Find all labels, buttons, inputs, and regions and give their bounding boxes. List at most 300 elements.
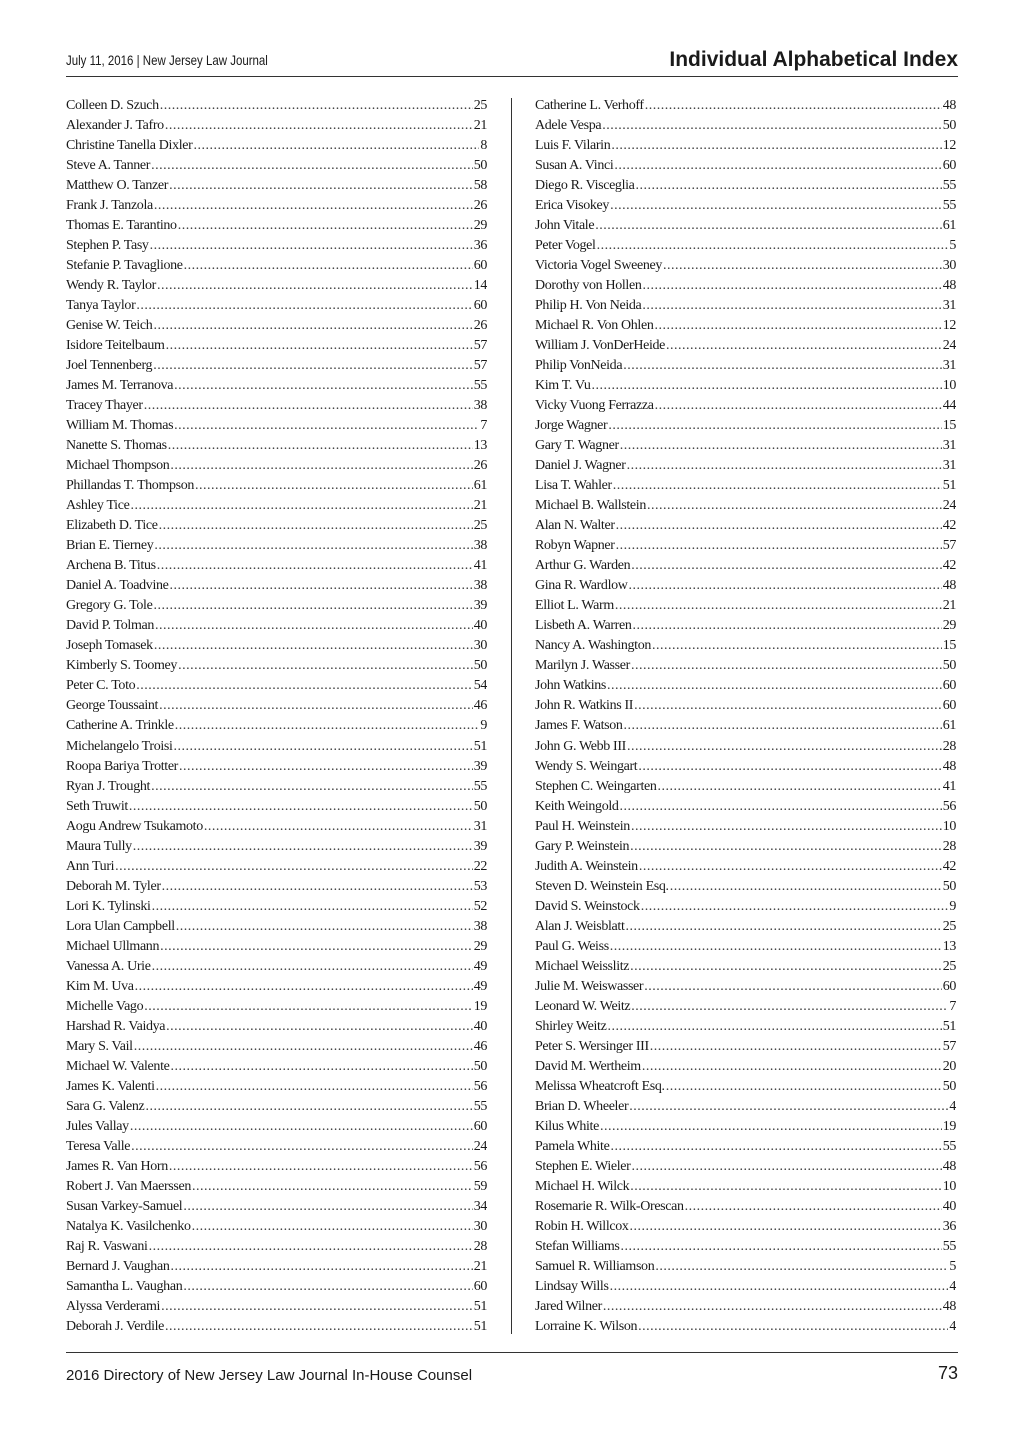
entry-page: 50 — [473, 798, 487, 814]
dot-leader — [159, 516, 473, 536]
dot-leader — [175, 716, 480, 736]
entry-name: Gary P. Weinstein — [535, 838, 630, 854]
dot-leader — [642, 1057, 942, 1077]
entry-page: 15 — [942, 418, 956, 434]
entry-name: Kim M. Uva — [66, 978, 134, 994]
entry-name: Philip H. Von Neida — [535, 298, 642, 314]
entry-name: Ashley Tice — [66, 498, 130, 514]
dot-leader — [159, 696, 473, 716]
entry-page: 15 — [942, 638, 956, 654]
dot-leader — [620, 797, 942, 817]
dot-leader — [626, 917, 942, 937]
entry-name: Catherine A. Trinkle — [66, 718, 174, 734]
dot-leader — [151, 156, 473, 176]
entry-name: Genise W. Teich — [66, 318, 153, 334]
entry-page: 21 — [473, 118, 487, 134]
entry-page: 40 — [942, 1198, 956, 1214]
entry-name: Bernard J. Vaughan — [66, 1258, 170, 1274]
entry-name: Frank J. Tanzola — [66, 198, 153, 214]
entry-name: Michael B. Wallstein — [535, 498, 646, 514]
dot-leader — [629, 576, 942, 596]
entry-name: Paul G. Weiss — [535, 938, 609, 954]
dot-leader — [630, 957, 942, 977]
dot-leader — [174, 376, 473, 396]
index-entry — [535, 757, 956, 777]
entry-name: Jared Wilner — [535, 1298, 602, 1314]
dot-leader — [166, 336, 473, 356]
dot-leader — [170, 456, 472, 476]
dot-leader — [170, 576, 473, 596]
index-entry — [66, 476, 487, 496]
dot-leader — [627, 737, 942, 757]
dot-leader — [166, 1017, 473, 1037]
entry-name: David S. Weinstock — [535, 898, 640, 914]
entry-name: Alyssa Verderami — [66, 1298, 161, 1314]
entry-page: 55 — [942, 178, 956, 194]
entry-name: Michael Weisslitz — [535, 958, 630, 974]
dot-leader — [192, 1177, 473, 1197]
index-entry — [66, 196, 487, 216]
entry-name: David M. Wertheim — [535, 1058, 641, 1074]
entry-page: 42 — [942, 558, 956, 574]
dot-leader — [639, 857, 942, 877]
entry-page: 50 — [473, 1058, 487, 1074]
index-entry — [66, 997, 487, 1017]
index-entry — [66, 877, 487, 897]
entry-name: Aogu Andrew Tsukamoto — [66, 818, 203, 834]
entry-name: Michael W. Valente — [66, 1058, 170, 1074]
entry-name: George Toussaint — [66, 698, 159, 714]
entry-name: Mary S. Vail — [66, 1038, 133, 1054]
index-entry — [535, 176, 956, 196]
dot-leader — [595, 216, 941, 236]
entry-page: 46 — [473, 698, 487, 714]
dot-leader — [151, 777, 473, 797]
entry-page: 22 — [473, 858, 487, 874]
entry-name: Erica Visokey — [535, 198, 610, 214]
entry-name: Brian E. Tierney — [66, 538, 154, 554]
dot-leader — [610, 196, 942, 216]
index-entry — [66, 1097, 487, 1117]
dot-leader — [131, 1137, 473, 1157]
dot-leader — [161, 1297, 473, 1317]
entry-page: 41 — [942, 778, 956, 794]
index-entry — [66, 1177, 487, 1197]
dot-leader — [165, 1317, 473, 1337]
index-entry — [535, 977, 956, 997]
entry-name: Elizabeth D. Tice — [66, 518, 158, 534]
entry-name: Deborah J. Verdile — [66, 1318, 165, 1334]
entry-name: Michael R. Von Ohlen — [535, 318, 654, 334]
entry-name: Natalya K. Vasilchenko — [66, 1218, 191, 1234]
dot-leader — [623, 356, 942, 376]
index-entry — [66, 757, 487, 777]
entry-name: Victoria Vogel Sweeney — [535, 258, 663, 274]
entry-page: 36 — [942, 1218, 956, 1234]
index-entry — [535, 1177, 956, 1197]
dot-leader — [152, 897, 473, 917]
entry-name: Marilyn J. Wasser — [535, 658, 630, 674]
index-entry — [66, 176, 487, 196]
dot-leader — [631, 1157, 941, 1177]
index-entry — [535, 336, 956, 356]
dot-leader — [156, 1077, 473, 1097]
entry-page: 58 — [473, 178, 487, 194]
entry-name: Vicky Vuong Ferrazza — [535, 398, 654, 414]
index-entry — [535, 1257, 956, 1277]
entry-name: Lisa T. Wahler — [535, 478, 612, 494]
entry-name: Alexander J. Tafro — [66, 118, 164, 134]
index-entry — [66, 516, 487, 536]
entry-page: 60 — [473, 1118, 487, 1134]
entry-page: 25 — [942, 918, 956, 934]
index-entry — [535, 1157, 956, 1177]
dot-leader — [685, 1197, 942, 1217]
dot-leader — [654, 316, 941, 336]
entry-page: 55 — [942, 198, 956, 214]
entry-name: Deborah M. Tyler — [66, 878, 161, 894]
entry-page: 55 — [942, 1138, 956, 1154]
entry-page: 7 — [949, 998, 956, 1014]
entry-page: 10 — [942, 378, 956, 394]
entry-page: 55 — [473, 1098, 487, 1114]
entry-page: 60 — [942, 678, 956, 694]
entry-name: Alan J. Weisblatt — [535, 918, 625, 934]
entry-page: 29 — [473, 938, 487, 954]
index-entry — [535, 256, 956, 276]
entry-name: Tanya Taylor — [66, 298, 136, 314]
index-column-right — [535, 96, 956, 1337]
entry-page: 50 — [473, 658, 487, 674]
entry-page: 59 — [473, 1178, 487, 1194]
index-entry — [66, 96, 487, 116]
entry-name: Shirley Weitz — [535, 1018, 607, 1034]
entry-page: 61 — [473, 478, 487, 494]
index-entry — [535, 1097, 956, 1117]
entry-name: John Vitale — [535, 218, 595, 234]
index-entry — [66, 1017, 487, 1037]
entry-name: Ryan J. Trought — [66, 778, 151, 794]
entry-name: Adele Vespa — [535, 118, 602, 134]
dot-leader — [169, 176, 473, 196]
entry-name: Michelangelo Troisi — [66, 738, 173, 754]
entry-name: Joel Tennenberg — [66, 358, 153, 374]
dot-leader — [168, 436, 473, 456]
index-entry — [66, 1057, 487, 1077]
dot-leader — [130, 496, 472, 516]
entry-name: James F. Watson — [535, 718, 623, 734]
page-header — [66, 44, 958, 77]
dot-leader — [607, 1017, 941, 1037]
index-entry — [535, 376, 956, 396]
index-entry — [66, 737, 487, 757]
index-entry — [66, 216, 487, 236]
dot-leader — [610, 1137, 941, 1157]
entry-page: 48 — [942, 278, 956, 294]
entry-page: 48 — [942, 758, 956, 774]
dot-leader — [152, 957, 473, 977]
entry-page: 46 — [473, 1038, 487, 1054]
entry-name: Susan A. Vinci — [535, 158, 614, 174]
entry-page: 38 — [473, 538, 487, 554]
entry-name: Michelle Vago — [66, 998, 144, 1014]
index-entry — [66, 596, 487, 616]
column-divider — [511, 98, 512, 1334]
entry-name: Michael Thompson — [66, 458, 170, 474]
dot-leader — [154, 196, 473, 216]
index-entry — [535, 997, 956, 1017]
dot-leader — [154, 536, 472, 556]
entry-name: Stefanie P. Tavaglione — [66, 258, 183, 274]
index-entry — [66, 576, 487, 596]
index-entry — [535, 116, 956, 136]
entry-page: 28 — [942, 838, 956, 854]
entry-name: Susan Varkey-Samuel — [66, 1198, 183, 1214]
running-head: July 11, 2016 | New Jersey Law Journal — [66, 52, 268, 68]
entry-page: 49 — [473, 958, 487, 974]
index-entry — [535, 1277, 956, 1297]
dot-leader — [630, 837, 942, 857]
dot-leader — [631, 817, 942, 837]
index-entry — [66, 1257, 487, 1277]
index-entry — [535, 1117, 956, 1137]
dot-leader — [614, 156, 941, 176]
entry-page: 34 — [473, 1198, 487, 1214]
dot-leader — [636, 176, 942, 196]
dot-leader — [150, 236, 473, 256]
entry-page: 31 — [473, 818, 487, 834]
entry-page: 31 — [942, 298, 956, 314]
dot-leader — [624, 716, 942, 736]
index-entry — [66, 817, 487, 837]
index-entry — [535, 616, 956, 636]
index-entry — [66, 1197, 487, 1217]
entry-name: Robyn Wapner — [535, 538, 615, 554]
dot-leader — [638, 757, 941, 777]
index-entry — [535, 596, 956, 616]
index-entry — [535, 416, 956, 436]
index-entry — [535, 576, 956, 596]
dot-leader — [165, 116, 473, 136]
index-entry — [66, 236, 487, 256]
index-entry — [535, 496, 956, 516]
entry-name: Lindsay Wills — [535, 1278, 609, 1294]
index-entry — [535, 216, 956, 236]
index-entry — [535, 797, 956, 817]
dot-leader — [638, 1317, 948, 1337]
entry-name: Stephen C. Weingarten — [535, 778, 657, 794]
index-entry — [66, 837, 487, 857]
entry-page: 48 — [942, 1298, 956, 1314]
entry-page: 54 — [473, 678, 487, 694]
entry-name: Elliot L. Warm — [535, 598, 614, 614]
dot-leader — [174, 416, 479, 436]
index-entry — [535, 1297, 956, 1317]
entry-page: 21 — [942, 598, 956, 614]
dot-leader — [179, 757, 473, 777]
index-entry — [535, 1077, 956, 1097]
index-entry — [535, 1317, 956, 1337]
entry-name: Peter C. Toto — [66, 678, 136, 694]
dot-leader — [153, 596, 472, 616]
entry-page: 50 — [942, 878, 956, 894]
index-entry — [66, 777, 487, 797]
entry-name: Teresa Valle — [66, 1138, 131, 1154]
dot-leader — [631, 997, 948, 1017]
index-entry — [535, 356, 956, 376]
index-entry — [535, 1057, 956, 1077]
entry-page: 44 — [942, 398, 956, 414]
entry-page: 28 — [942, 738, 956, 754]
index-entry — [535, 296, 956, 316]
entry-page: 9 — [480, 718, 487, 734]
index-entry — [535, 817, 956, 837]
entry-name: Keith Weingold — [535, 798, 619, 814]
entry-name: Kilus White — [535, 1118, 599, 1134]
dot-leader — [607, 676, 942, 696]
dot-leader — [157, 276, 473, 296]
entry-page: 39 — [473, 598, 487, 614]
entry-name: Vanessa A. Urie — [66, 958, 151, 974]
index-entry — [535, 1137, 956, 1157]
index-entry — [66, 656, 487, 676]
entry-name: Kimberly S. Toomey — [66, 658, 178, 674]
dot-leader — [670, 877, 942, 897]
entry-name: Maura Tully — [66, 838, 132, 854]
entry-page: 7 — [480, 418, 487, 434]
entry-name: William J. VonDerHeide — [535, 338, 666, 354]
index-entry — [66, 957, 487, 977]
entry-name: Archena B. Titus — [66, 558, 156, 574]
index-entry — [535, 937, 956, 957]
index-entry — [535, 456, 956, 476]
entry-page: 19 — [942, 1118, 956, 1134]
index-entry — [66, 396, 487, 416]
index-entry — [535, 737, 956, 757]
entry-name: Harshad R. Vaidya — [66, 1018, 166, 1034]
dot-leader — [608, 416, 941, 436]
entry-page: 56 — [942, 798, 956, 814]
dot-leader — [616, 516, 942, 536]
entry-page: 56 — [473, 1158, 487, 1174]
index-entry — [66, 857, 487, 877]
entry-name: James K. Valenti — [66, 1078, 155, 1094]
entry-name: Thomas E. Tarantino — [66, 218, 177, 234]
entry-page: 20 — [942, 1058, 956, 1074]
dot-leader — [144, 997, 472, 1017]
entry-page: 50 — [942, 118, 956, 134]
index-entry — [66, 556, 487, 576]
entry-page: 10 — [942, 818, 956, 834]
entry-page: 60 — [942, 978, 956, 994]
index-entry — [66, 276, 487, 296]
index-entry — [535, 696, 956, 716]
entry-name: Rosemarie R. Wilk-Orescan — [535, 1198, 684, 1214]
entry-name: Stephen E. Wieler — [535, 1158, 631, 1174]
dot-leader — [644, 977, 941, 997]
entry-page: 61 — [942, 218, 956, 234]
index-entry — [66, 496, 487, 516]
dot-leader — [183, 1277, 472, 1297]
index-entry — [66, 416, 487, 436]
dot-leader — [178, 656, 473, 676]
index-entry — [535, 276, 956, 296]
index-entry — [535, 1217, 956, 1237]
entry-name: Gary T. Wagner — [535, 438, 619, 454]
entry-name: Catherine L. Verhoff — [535, 98, 644, 113]
entry-page: 24 — [942, 338, 956, 354]
index-entry — [535, 877, 956, 897]
index-entry — [535, 556, 956, 576]
dot-leader — [195, 476, 473, 496]
entry-name: Nanette S. Thomas — [66, 438, 167, 454]
index-entry — [535, 396, 956, 416]
entry-page: 42 — [942, 518, 956, 534]
index-entry — [66, 1117, 487, 1137]
index-entry — [66, 536, 487, 556]
entry-page: 57 — [942, 538, 956, 554]
dot-leader — [130, 1117, 473, 1137]
entry-name: Stefan Williams — [535, 1238, 620, 1254]
index-entry — [535, 136, 956, 156]
dot-leader — [627, 456, 942, 476]
entry-name: Roopa Bariya Trotter — [66, 758, 178, 774]
index-entry — [66, 797, 487, 817]
index-entry — [66, 977, 487, 997]
dot-leader — [610, 937, 942, 957]
entry-name: Robert J. Van Maerssen — [66, 1178, 192, 1194]
dot-leader — [634, 696, 942, 716]
dot-leader — [611, 136, 941, 156]
dot-leader — [160, 96, 473, 116]
dot-leader — [630, 1217, 942, 1237]
entry-name: David P. Tolman — [66, 618, 155, 634]
entry-page: 12 — [942, 318, 956, 334]
entry-name: Tracey Thayer — [66, 398, 143, 414]
entry-page: 52 — [473, 898, 487, 914]
entry-name: John Watkins — [535, 678, 607, 694]
entry-name: Leonard W. Weitz — [535, 998, 631, 1014]
dot-leader — [631, 656, 942, 676]
dot-leader — [620, 436, 942, 456]
index-entry — [535, 476, 956, 496]
entry-page: 50 — [473, 158, 487, 174]
dot-leader — [135, 977, 473, 997]
index-entry — [535, 316, 956, 336]
index-column-left — [66, 96, 487, 1337]
index-entry — [66, 1037, 487, 1057]
dot-leader — [204, 817, 473, 837]
entry-name: Matthew O. Tanzer — [66, 178, 169, 194]
dot-leader — [115, 857, 473, 877]
entry-page: 60 — [942, 158, 956, 174]
entry-page: 53 — [473, 878, 487, 894]
entry-name: John R. Watkins II — [535, 698, 634, 714]
section-title: Individual Alphabetical Index — [669, 48, 958, 71]
entry-page: 51 — [473, 1318, 487, 1334]
dot-leader — [149, 1237, 473, 1257]
index-entry — [535, 196, 956, 216]
entry-page: 39 — [473, 838, 487, 854]
entry-page: 25 — [473, 518, 487, 534]
dot-leader — [642, 276, 941, 296]
entry-name: Jorge Wagner — [535, 418, 608, 434]
entry-name: Peter S. Wersinger III — [535, 1038, 649, 1054]
entry-name: Colleen D. Szuch — [66, 98, 159, 113]
entry-name: Luis F. Vilarin — [535, 138, 611, 154]
entry-page: 9 — [949, 898, 956, 914]
dot-leader — [144, 396, 473, 416]
